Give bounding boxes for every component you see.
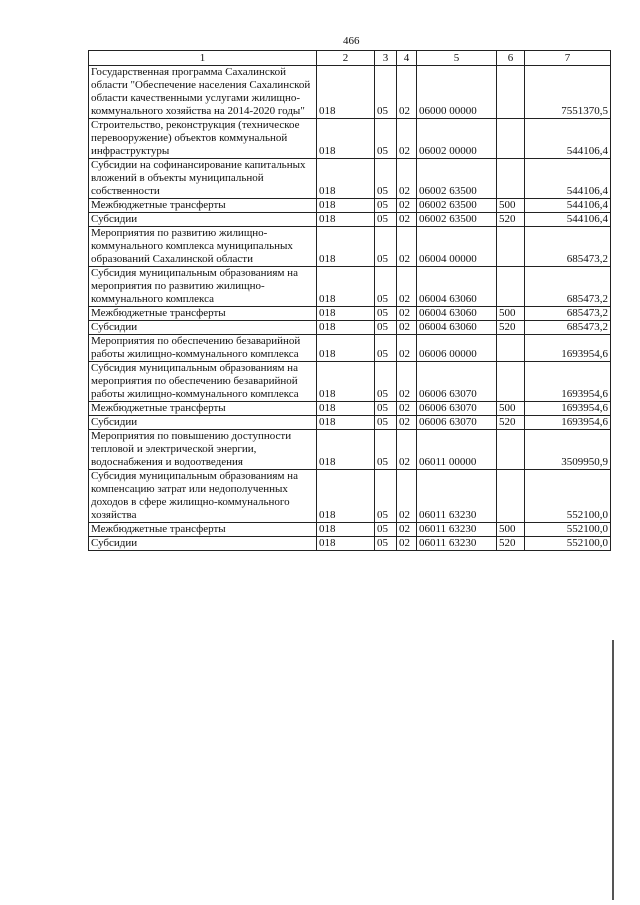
target-article-code: 06006 63070	[417, 362, 497, 402]
amount: 552100,0	[525, 537, 611, 551]
subsection-code: 02	[397, 159, 417, 199]
section-code: 05	[375, 470, 397, 523]
budget-table	[88, 50, 611, 551]
scan-margin-line	[612, 640, 614, 900]
admin-code: 018	[317, 199, 375, 213]
section-code: 05	[375, 213, 397, 227]
section-code: 05	[375, 362, 397, 402]
expense-type-code	[497, 335, 525, 362]
row-name: Мероприятия по развитию жилищно-коммунального комплекса муниципальных образований Сахалинской области	[89, 227, 317, 267]
subsection-code: 02	[397, 402, 417, 416]
expense-type-code: 500	[497, 523, 525, 537]
row-name: Субсидии	[89, 321, 317, 335]
expense-type-code	[497, 66, 525, 119]
expense-type-code	[497, 362, 525, 402]
section-code: 05	[375, 66, 397, 119]
table-row	[89, 335, 611, 362]
column-header: 5	[417, 51, 497, 66]
subsection-code: 02	[397, 66, 417, 119]
expense-type-code: 500	[497, 199, 525, 213]
amount: 685473,2	[525, 307, 611, 321]
amount: 685473,2	[525, 267, 611, 307]
section-code: 05	[375, 537, 397, 551]
subsection-code: 02	[397, 416, 417, 430]
subsection-code: 02	[397, 523, 417, 537]
amount: 1693954,6	[525, 402, 611, 416]
amount: 685473,2	[525, 321, 611, 335]
column-header: 1	[89, 51, 317, 66]
subsection-code: 02	[397, 199, 417, 213]
row-name: Субсидия муниципальным образованиям на мероприятия по развитию жилищно-коммунального комплекса	[89, 267, 317, 307]
row-name: Субсидии	[89, 537, 317, 551]
expense-type-code: 520	[497, 321, 525, 335]
row-name: Субсидии	[89, 213, 317, 227]
column-header: 7	[525, 51, 611, 66]
table-row	[89, 213, 611, 227]
target-article-code: 06004 63060	[417, 267, 497, 307]
row-name: Субсидии на софинансирование капитальных вложений в объекты муниципальной собственности	[89, 159, 317, 199]
target-article-code: 06002 00000	[417, 119, 497, 159]
expense-type-code: 520	[497, 537, 525, 551]
amount: 552100,0	[525, 523, 611, 537]
admin-code: 018	[317, 267, 375, 307]
amount: 1693954,6	[525, 362, 611, 402]
subsection-code: 02	[397, 267, 417, 307]
amount: 544106,4	[525, 199, 611, 213]
column-header: 3	[375, 51, 397, 66]
admin-code: 018	[317, 335, 375, 362]
amount: 3509950,9	[525, 430, 611, 470]
table-row	[89, 199, 611, 213]
admin-code: 018	[317, 321, 375, 335]
section-code: 05	[375, 199, 397, 213]
table-row	[89, 416, 611, 430]
expense-type-code	[497, 227, 525, 267]
expense-type-code: 520	[497, 416, 525, 430]
admin-code: 018	[317, 523, 375, 537]
subsection-code: 02	[397, 213, 417, 227]
expense-type-code: 500	[497, 402, 525, 416]
column-header: 4	[397, 51, 417, 66]
admin-code: 018	[317, 537, 375, 551]
row-name: Субсидия муниципальным образованиям на компенсацию затрат или недополученных доходов в сфере жилищно-коммунального хозяйства	[89, 470, 317, 523]
row-name: Мероприятия по повышению доступности тепловой и электрической энергии, водоснабжения и водоотведения	[89, 430, 317, 470]
table-header-row	[89, 51, 611, 66]
section-code: 05	[375, 416, 397, 430]
admin-code: 018	[317, 470, 375, 523]
target-article-code: 06004 00000	[417, 227, 497, 267]
column-header: 2	[317, 51, 375, 66]
row-name: Государственная программа Сахалинской области "Обеспечение населения Сахалинской области качественными услугами жилищно-коммунального хозяйства на 2014-2020 годы"	[89, 66, 317, 119]
column-header: 6	[497, 51, 525, 66]
target-article-code: 06002 63500	[417, 159, 497, 199]
target-article-code: 06011 00000	[417, 430, 497, 470]
section-code: 05	[375, 307, 397, 321]
section-code: 05	[375, 523, 397, 537]
admin-code: 018	[317, 402, 375, 416]
table-row	[89, 267, 611, 307]
table-row	[89, 321, 611, 335]
amount: 7551370,5	[525, 66, 611, 119]
section-code: 05	[375, 267, 397, 307]
section-code: 05	[375, 119, 397, 159]
section-code: 05	[375, 335, 397, 362]
section-code: 05	[375, 402, 397, 416]
subsection-code: 02	[397, 119, 417, 159]
table-row	[89, 523, 611, 537]
table-row	[89, 307, 611, 321]
section-code: 05	[375, 159, 397, 199]
amount: 544106,4	[525, 213, 611, 227]
target-article-code: 06011 63230	[417, 523, 497, 537]
subsection-code: 02	[397, 537, 417, 551]
row-name: Субсидии	[89, 416, 317, 430]
target-article-code: 06004 63060	[417, 321, 497, 335]
expense-type-code	[497, 159, 525, 199]
amount: 544106,4	[525, 159, 611, 199]
subsection-code: 02	[397, 430, 417, 470]
row-name: Мероприятия по обеспечению безаварийной работы жилищно-коммунального комплекса	[89, 335, 317, 362]
amount: 544106,4	[525, 119, 611, 159]
admin-code: 018	[317, 213, 375, 227]
table-row	[89, 159, 611, 199]
target-article-code: 06004 63060	[417, 307, 497, 321]
target-article-code: 06006 63070	[417, 402, 497, 416]
admin-code: 018	[317, 66, 375, 119]
row-name: Межбюджетные трансферты	[89, 402, 317, 416]
table-row	[89, 119, 611, 159]
admin-code: 018	[317, 307, 375, 321]
subsection-code: 02	[397, 321, 417, 335]
row-name: Межбюджетные трансферты	[89, 199, 317, 213]
row-name: Межбюджетные трансферты	[89, 307, 317, 321]
section-code: 05	[375, 430, 397, 470]
target-article-code: 06006 63070	[417, 416, 497, 430]
admin-code: 018	[317, 430, 375, 470]
page-number: 466	[343, 35, 360, 47]
admin-code: 018	[317, 227, 375, 267]
admin-code: 018	[317, 416, 375, 430]
amount: 685473,2	[525, 227, 611, 267]
row-name: Субсидия муниципальным образованиям на мероприятия по обеспечению безаварийной работы жилищно-коммунального комплекса	[89, 362, 317, 402]
expense-type-code	[497, 267, 525, 307]
expense-type-code	[497, 470, 525, 523]
row-name: Строительство, реконструкция (техническое перевооружение) объектов коммунальной инфраструктуры	[89, 119, 317, 159]
target-article-code: 06006 00000	[417, 335, 497, 362]
admin-code: 018	[317, 362, 375, 402]
expense-type-code	[497, 119, 525, 159]
row-name: Межбюджетные трансферты	[89, 523, 317, 537]
table-row	[89, 227, 611, 267]
section-code: 05	[375, 227, 397, 267]
table-row	[89, 430, 611, 470]
table-row	[89, 537, 611, 551]
admin-code: 018	[317, 159, 375, 199]
section-code: 05	[375, 321, 397, 335]
subsection-code: 02	[397, 362, 417, 402]
target-article-code: 06011 63230	[417, 537, 497, 551]
target-article-code: 06011 63230	[417, 470, 497, 523]
table-row	[89, 362, 611, 402]
amount: 1693954,6	[525, 335, 611, 362]
expense-type-code: 520	[497, 213, 525, 227]
subsection-code: 02	[397, 470, 417, 523]
target-article-code: 06000 00000	[417, 66, 497, 119]
expense-type-code: 500	[497, 307, 525, 321]
subsection-code: 02	[397, 227, 417, 267]
subsection-code: 02	[397, 307, 417, 321]
amount: 552100,0	[525, 470, 611, 523]
table-row	[89, 66, 611, 119]
amount: 1693954,6	[525, 416, 611, 430]
expense-type-code	[497, 430, 525, 470]
table-row	[89, 402, 611, 416]
target-article-code: 06002 63500	[417, 199, 497, 213]
table-body	[89, 66, 611, 551]
table-row	[89, 470, 611, 523]
target-article-code: 06002 63500	[417, 213, 497, 227]
subsection-code: 02	[397, 335, 417, 362]
admin-code: 018	[317, 119, 375, 159]
